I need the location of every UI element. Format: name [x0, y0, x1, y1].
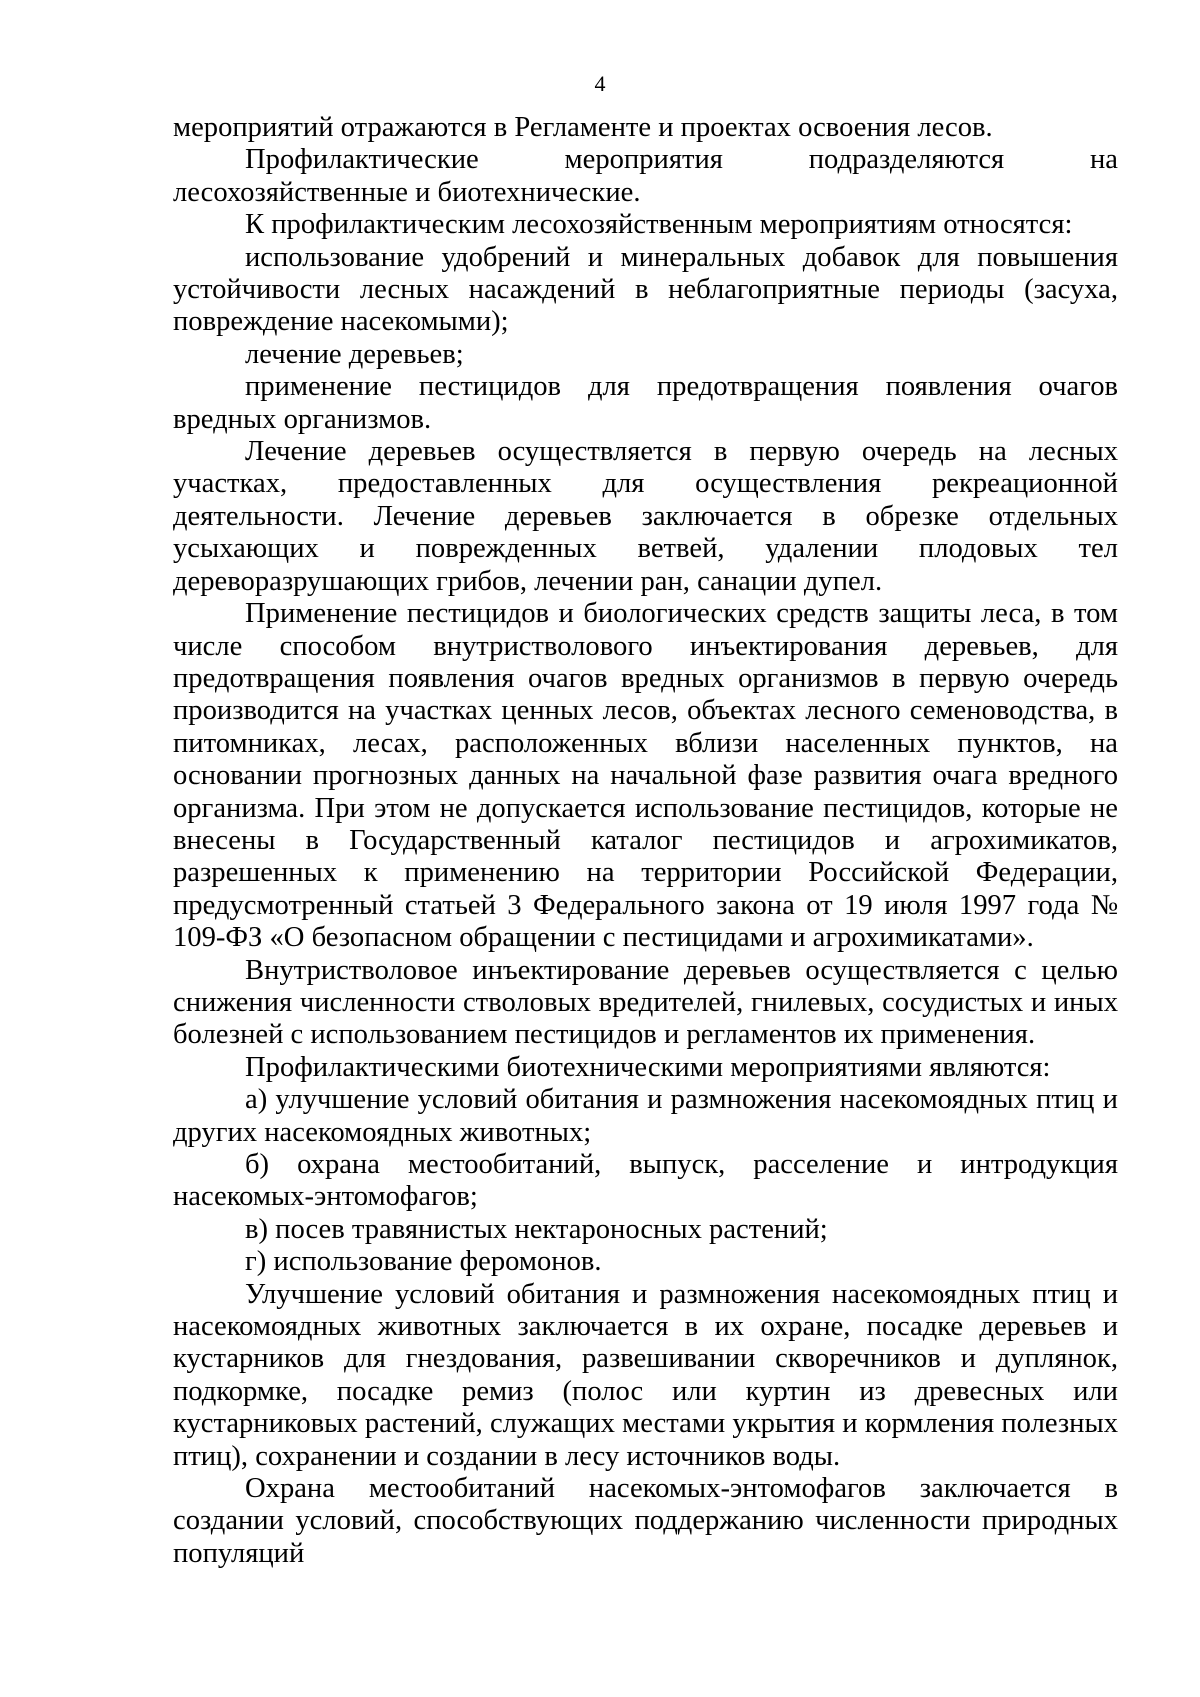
document-body: [173, 112, 1118, 1570]
paragraph: Профилактическими биотехническими мероприятиями являются:: [245, 1051, 1051, 1083]
list-item: в) посев травянистых нектароносных растений;: [245, 1213, 828, 1245]
paragraph: К профилактическим лесохозяйственным мероприятиям относятся:: [245, 209, 1073, 241]
list-item: г) использование феромонов.: [245, 1246, 602, 1278]
paragraph: Применение пестицидов и биологических средств защиты леса, в том числе способом внутристволового инъектирования деревьев, для предотвращения появления очагов вредных организмов в первую очередь производится на участках ценных лесов, объектах лесного семеноводства, в питомниках, лесах, расположенных вблизи населенных пунктов, на основании прогнозных данных на начальной фазе развития очага вредного организма. При этом не допускается использование пестицидов, которые не внесены в Государственный каталог пестицидов и агрохимикатов, разрешенных к применению на территории Российской Федерации, предусмотренный статьей 3 Федерального закона от 19 июля 1997 года № 109-ФЗ «О безопасном обращении с пестицидами и агрохимикатами».: [173, 598, 1118, 954]
list-item: а) улучшение условий обитания и размножения насекомоядных птиц и других насекомоядных животных;: [173, 1084, 1118, 1148]
paragraph: Внутристволовое инъектирование деревьев осуществляется с целью снижения численности стволовых вредителей, гнилевых, сосудистых и иных болезней с использованием пестицидов и регламентов их применения.: [173, 954, 1118, 1051]
list-item: лечение деревьев;: [245, 338, 464, 370]
page-number: 4: [594, 71, 606, 96]
paragraph: Лечение деревьев осуществляется в первую очередь на лесных участках, предоставленных для осуществления рекреационной деятельности. Лечение деревьев заключается в обрезке отдельных усыхающих и поврежденных ветвей, удалении плодовых тел дереворазрушающих грибов, лечении ран, санации дупел.: [173, 436, 1118, 597]
list-item: использование удобрений и минеральных добавок для повышения устойчивости лесных насаждений в неблагоприятные периоды (засуха, повреждение насекомыми);: [173, 241, 1118, 338]
paragraph-continuation: мероприятий отражаются в Регламенте и проектах освоения лесов.: [173, 112, 993, 143]
list-item: б) охрана местообитаний, выпуск, расселение и интродукция насекомых-энтомофагов;: [173, 1149, 1118, 1213]
paragraph: Улучшение условий обитания и размножения насекомоядных птиц и насекомоядных животных заключается в их охране, посадке деревьев и кустарников для гнездования, развешивании скворечников и дуплянок, подкормке, посадке ремиз (полос или куртин из древесных или кустарниковых растений, служащих местами укрытия и кормления полезных птиц), сохранении и создании в лесу источников воды.: [173, 1278, 1118, 1472]
list-item: применение пестицидов для предотвращения появления очагов вредных организмов.: [173, 371, 1118, 435]
paragraph: Профилактические мероприятия подразделяются на лесохозяйственные и биотехнические.: [173, 144, 1118, 208]
paragraph: Охрана местообитаний насекомых-энтомофагов заключается в создании условий, способствующих поддержанию численности природных популяций: [173, 1473, 1118, 1569]
